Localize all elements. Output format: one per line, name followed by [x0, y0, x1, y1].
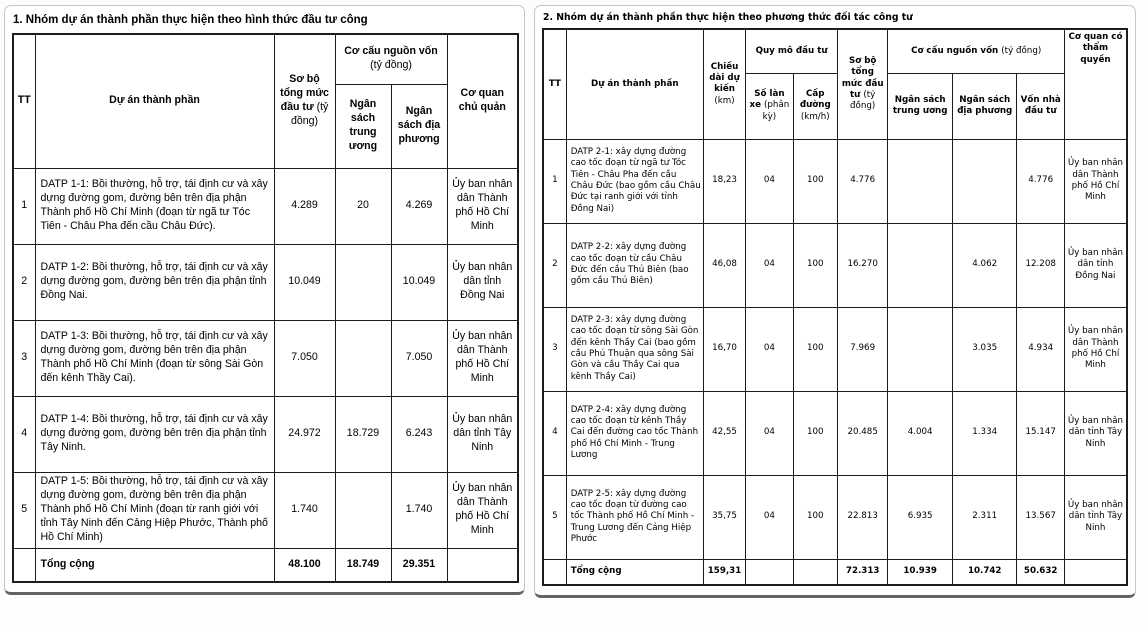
cell-central: 10.939: [888, 559, 953, 585]
cell-tt: 2: [543, 223, 566, 307]
ppp-panel: [534, 5, 1136, 598]
cell-project-name: DATP 1-3: Bồi thường, hỗ trợ, tái định cư và xây dựng đường gom, đường bên trên địa phận Thành phố Hồ Chí Minh (đoạn từ sông Sài Gòn đến kênh Thầy Cai).: [35, 320, 274, 396]
col-prelim-total-label: Sơ bộ tổng mức đầu tư: [841, 55, 884, 100]
total-row: [543, 559, 1127, 585]
table-row: [13, 168, 518, 244]
col-capital-structure: [335, 34, 447, 84]
cell-local: 4.062: [952, 223, 1017, 307]
table-row: [543, 391, 1127, 475]
cell-tt: 3: [543, 307, 566, 391]
col-prelim-total-unit: (tỷ đồng): [850, 89, 876, 112]
col-length-label: Chiều dài dự kiến: [709, 61, 740, 95]
cell-tt: [13, 548, 35, 582]
table-row: [13, 472, 518, 548]
cell-investor: 4.776: [1017, 139, 1064, 223]
col-capital-structure-unit: (tỷ đồng): [1001, 45, 1042, 56]
cell-length: 18,23: [703, 139, 745, 223]
cell-investor: 13.567: [1017, 475, 1064, 559]
left-table-title: 1. Nhóm dự án thành phần thực hiện theo hình thức đầu tư công: [13, 14, 368, 26]
cell-length: 46,08: [703, 223, 745, 307]
cell-tt: 5: [13, 472, 35, 548]
cell-central: 6.935: [888, 475, 953, 559]
left-table-header: [13, 34, 518, 168]
cell-total: 4.289: [274, 168, 335, 244]
cell-lanes: 04: [746, 307, 793, 391]
ppp-table: [542, 28, 1128, 586]
col-prelim-total-unit: (tỷ đồng): [290, 101, 329, 128]
cell-length: 16,70: [703, 307, 745, 391]
cell-road-class: 100: [793, 223, 837, 307]
cell-project-name: DATP 1-5: Bồi thường, hỗ trợ, tái định cư và xây dựng đường gom, đường bên trên địa phận Thành phố Hồ Chí Minh (đoạn từ ranh giới với tỉnh Tây Ninh đến Cảng Hiệp Phước, Thành phố Hồ Chí Minh): [35, 472, 274, 548]
cell-central: [888, 307, 953, 391]
cell-investor: 50.632: [1017, 559, 1064, 585]
cell-lanes: 04: [746, 139, 793, 223]
cell-project-name: DATP 2-3: xây dựng đường cao tốc đoạn từ sông Sài Gòn đến kênh Thầy Cai (bao gồm cầu Phú Thuận qua sông Sài Gòn và cầu Thầy Cai qua kênh Thầy Cai): [566, 307, 703, 391]
cell-road-class: 100: [793, 307, 837, 391]
col-tt: TT: [543, 29, 566, 139]
cell-project-name: DATP 1-4: Bồi thường, hỗ trợ, tái định cư và xây dựng đường gom, đường bên trên địa phận tỉnh Tây Ninh.: [35, 396, 274, 472]
cell-length: 42,55: [703, 391, 745, 475]
cell-local: 1.334: [952, 391, 1017, 475]
col-capital-structure: [888, 29, 1065, 73]
col-lanes: [746, 73, 793, 139]
cell-local: 4.269: [391, 168, 447, 244]
cell-project-name: DATP 2-1: xây dựng đường cao tốc đoạn từ ngã tư Tóc Tiên - Châu Pha đến cầu Châu Đức (bao gồm cầu Châu Đức tại ranh giới với tỉnh Đồng Nai): [566, 139, 703, 223]
cell-authority: Ủy ban nhân dân tỉnh Đồng Nai: [447, 244, 518, 320]
cell-local: 10.742: [952, 559, 1017, 585]
col-central-budget: Ngân sách trung ương: [888, 73, 953, 139]
cell-authority: Ủy ban nhân dân Thành phố Hồ Chí Minh: [1064, 139, 1127, 223]
cell-local: 1.740: [391, 472, 447, 548]
cell-local: 2.311: [952, 475, 1017, 559]
cell-authority: Ủy ban nhân dân tỉnh Tây Ninh: [1064, 475, 1127, 559]
cell-road-class: 100: [793, 139, 837, 223]
cell-central: [335, 244, 391, 320]
cell-road-class: 100: [793, 475, 837, 559]
table-row: [543, 139, 1127, 223]
cell-investor: 15.147: [1017, 391, 1064, 475]
table-row: [543, 475, 1127, 559]
cell-local: 10.049: [391, 244, 447, 320]
cell-project-name: DATP 1-1: Bồi thường, hỗ trợ, tái định cư và xây dựng đường gom, đường bên trên địa phận Thành phố Hồ Chí Minh (đoạn từ ngã tư Tóc Tiên - Châu Pha đến cầu Châu Đức).: [35, 168, 274, 244]
cell-lanes: [746, 559, 793, 585]
col-capital-structure-label: Cơ cấu nguồn vốn: [344, 45, 438, 58]
cell-tt: 3: [13, 320, 35, 396]
cell-authority: Ủy ban nhân dân Thành phố Hồ Chí Minh: [447, 168, 518, 244]
right-table-title: 2. Nhóm dự án thành phần thực hiện theo phương thức đối tác công tư: [543, 12, 913, 23]
cell-project-name: DATP 2-2: xây dựng đường cao tốc đoạn từ cầu Châu Đức đến cầu Thủ Biên (bao gồm cầu Thủ Biên): [566, 223, 703, 307]
table-row: [543, 223, 1127, 307]
cell-authority: [1064, 559, 1127, 585]
cell-central: 20: [335, 168, 391, 244]
col-tt: TT: [13, 34, 35, 168]
cell-investor: 12.208: [1017, 223, 1064, 307]
col-length-unit: (km): [714, 95, 735, 106]
cell-investor: 4.934: [1017, 307, 1064, 391]
cell-length: 159,31: [703, 559, 745, 585]
col-capital-structure-unit: (tỷ đồng): [370, 59, 412, 72]
cell-total: 24.972: [274, 396, 335, 472]
cell-lanes: 04: [746, 223, 793, 307]
cell-total-label: Tổng cộng: [566, 559, 703, 585]
cell-total: 10.049: [274, 244, 335, 320]
cell-road-class: [793, 559, 837, 585]
cell-authority: Ủy ban nhân dân Thành phố Hồ Chí Minh: [447, 472, 518, 548]
cell-authority: Ủy ban nhân dân tỉnh Tây Ninh: [1064, 391, 1127, 475]
col-lanes-unit: (phân kỳ): [762, 100, 790, 122]
cell-lanes: 04: [746, 475, 793, 559]
cell-authority: Ủy ban nhân dân tỉnh Đồng Nai: [1064, 223, 1127, 307]
cell-tt: 5: [543, 475, 566, 559]
col-authority: Cơ quan có thẩm quyền: [1064, 29, 1127, 139]
cell-central: 4.004: [888, 391, 953, 475]
col-central-budget: Ngân sách trung ương: [335, 84, 391, 168]
cell-total: 22.813: [837, 475, 887, 559]
col-road-class-label: Cấp đường: [799, 89, 831, 111]
public-investment-table: [12, 33, 519, 583]
col-prelim-total-label: Sơ bộ tổng mức đầu tư: [280, 73, 329, 114]
cell-tt: 4: [13, 396, 35, 472]
cell-local: 3.035: [952, 307, 1017, 391]
cell-central: 18.749: [335, 548, 391, 582]
col-investment-scale: Quy mô đầu tư: [746, 29, 838, 73]
table-row: [13, 320, 518, 396]
cell-total: 4.776: [837, 139, 887, 223]
cell-project-name: DATP 2-4: xây dựng đường cao tốc đoạn từ kênh Thầy Cai đến đường cao tốc Thành phố Hồ Chí Minh - Trung Lương: [566, 391, 703, 475]
cell-local: 29.351: [391, 548, 447, 582]
cell-local: 7.050: [391, 320, 447, 396]
col-project: Dự án thành phần: [566, 29, 703, 139]
cell-length: 35,75: [703, 475, 745, 559]
cell-authority: Ủy ban nhân dân tỉnh Tây Ninh: [447, 396, 518, 472]
cell-tt: 1: [543, 139, 566, 223]
col-local-budget: Ngân sách địa phương: [952, 73, 1017, 139]
public-investment-panel: [4, 5, 525, 595]
cell-tt: 2: [13, 244, 35, 320]
cell-central: [888, 223, 953, 307]
cell-total: 20.485: [837, 391, 887, 475]
cell-central: 18.729: [335, 396, 391, 472]
col-investor-capital: Vốn nhà đầu tư: [1017, 73, 1064, 139]
col-length: [703, 29, 745, 139]
col-local-budget: Ngân sách địa phương: [391, 84, 447, 168]
cell-tt: [543, 559, 566, 585]
right-table-body: [543, 139, 1127, 585]
cell-central: [335, 320, 391, 396]
cell-authority: Ủy ban nhân dân Thành phố Hồ Chí Minh: [1064, 307, 1127, 391]
right-table-header: [543, 29, 1127, 139]
cell-total: 72.313: [837, 559, 887, 585]
cell-project-name: DATP 2-5: xây dựng đường cao tốc đoạn từ đường cao tốc Thành phố Hồ Chí Minh - Trung Lương đến Cảng Hiệp Phước: [566, 475, 703, 559]
col-prelim-total: [274, 34, 335, 168]
cell-authority: [447, 548, 518, 582]
cell-lanes: 04: [746, 391, 793, 475]
cell-tt: 4: [543, 391, 566, 475]
col-capital-structure-label: Cơ cấu nguồn vốn: [911, 45, 999, 56]
cell-total: 48.100: [274, 548, 335, 582]
col-road-class-unit: (km/h): [800, 111, 830, 122]
table-row: [543, 307, 1127, 391]
cell-total-label: Tổng cộng: [35, 548, 274, 582]
left-table-body: [13, 168, 518, 582]
cell-total: 7.050: [274, 320, 335, 396]
col-project: Dự án thành phần: [35, 34, 274, 168]
cell-project-name: DATP 1-2: Bồi thường, hỗ trợ, tái định cư và xây dựng đường gom, đường bên trên địa phận tỉnh Đồng Nai.: [35, 244, 274, 320]
cell-total: 1.740: [274, 472, 335, 548]
cell-tt: 1: [13, 168, 35, 244]
cell-total: 7.969: [837, 307, 887, 391]
table-row: [13, 396, 518, 472]
cell-road-class: 100: [793, 391, 837, 475]
col-authority: Cơ quan chủ quản: [447, 34, 518, 168]
col-road-class: [793, 73, 837, 139]
cell-central: [335, 472, 391, 548]
table-row: [13, 244, 518, 320]
col-lanes-label: Số làn xe: [749, 89, 785, 111]
cell-local: 6.243: [391, 396, 447, 472]
cell-central: [888, 139, 953, 223]
cell-authority: Ủy ban nhân dân Thành phố Hồ Chí Minh: [447, 320, 518, 396]
cell-total: 16.270: [837, 223, 887, 307]
col-prelim-total: [837, 29, 887, 139]
total-row: [13, 548, 518, 582]
cell-local: [952, 139, 1017, 223]
